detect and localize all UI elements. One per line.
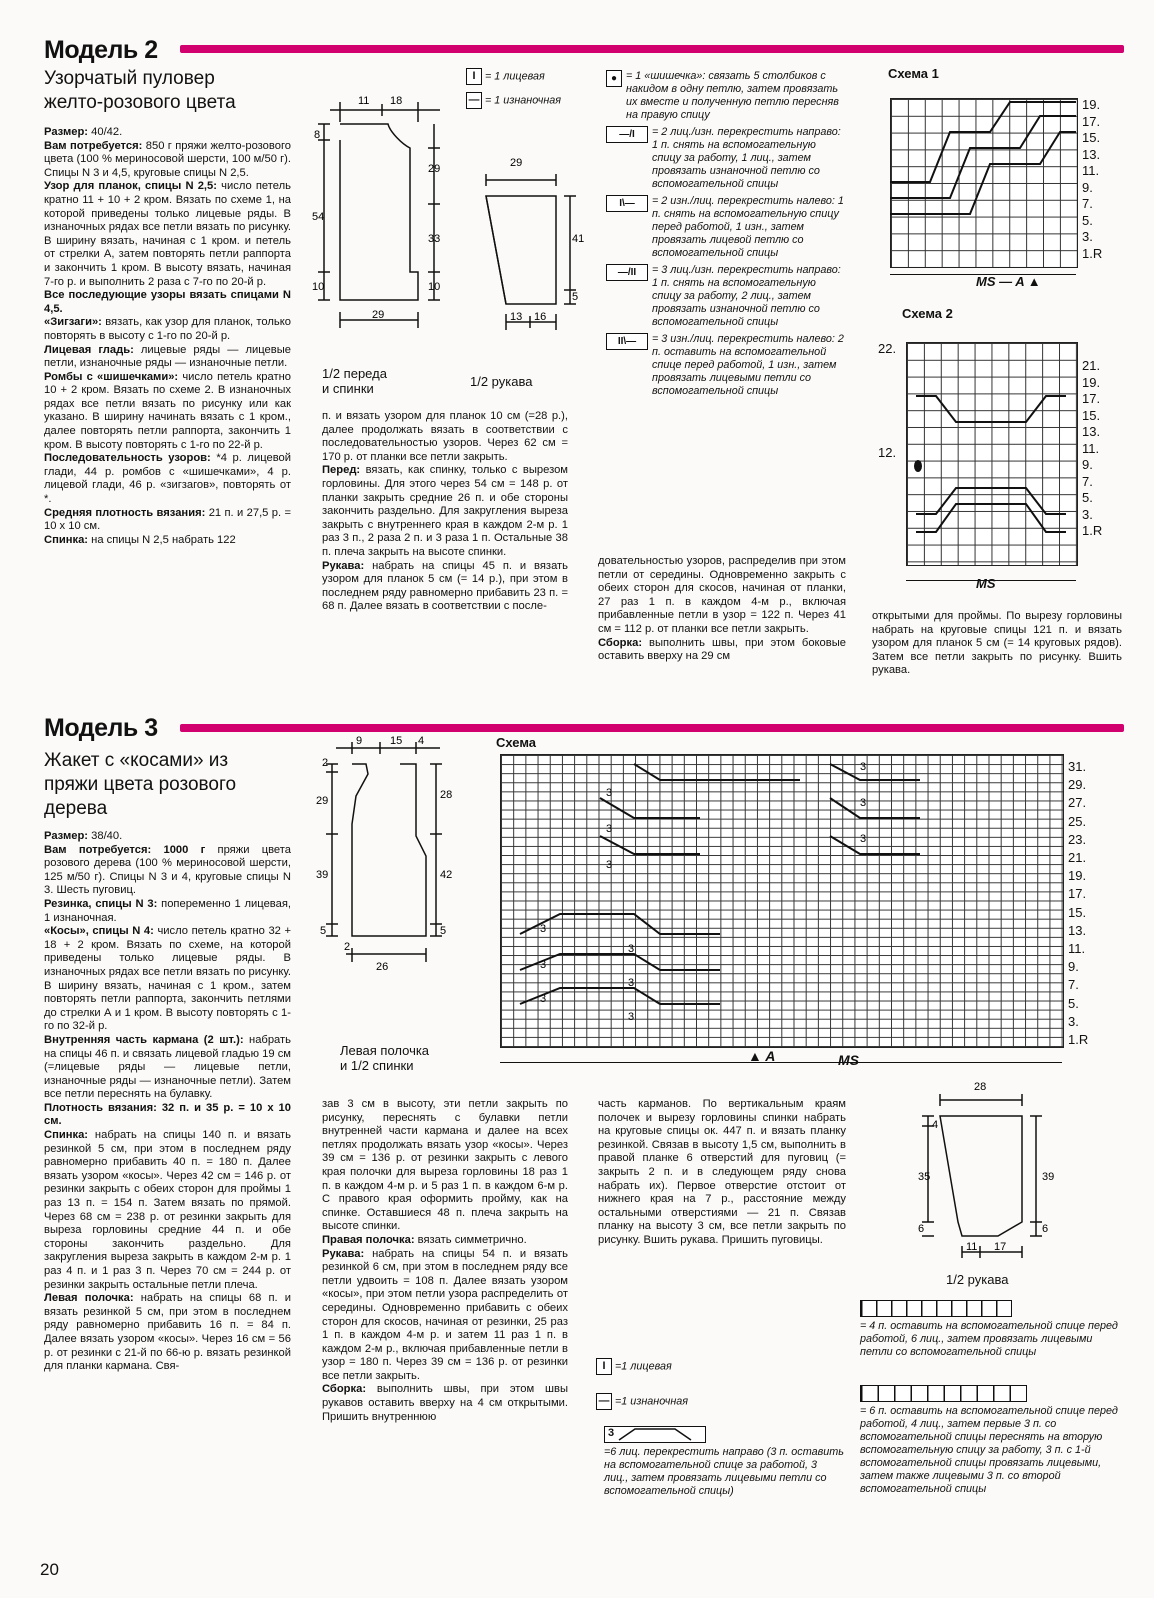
model3-sleeve-diagram (918, 1076, 1078, 1276)
dim-label: 10 (312, 281, 325, 293)
row-label: 25. (1068, 813, 1087, 829)
paragraph-body: 21 п. и 27,5 р. = 10 x 10 см. (44, 506, 291, 533)
paragraph-body: лицевые ряды — лицевые петли, изнаночные ряды — изнаночные петли. (44, 343, 291, 370)
paragraph (44, 1292, 291, 1374)
row-label: 17. (1082, 391, 1101, 406)
legend-text: = 1 изнаночная (485, 94, 562, 107)
dim-label: 4 (932, 1119, 939, 1131)
paragraph-heading: Спинка: (44, 533, 89, 546)
cross-symbol-icon: —/II (606, 264, 648, 281)
cable-3-label: 3 (606, 823, 613, 835)
paragraph-heading: Плотность вязания: 32 п. и 35 р. = 10 x 10 см. (44, 1101, 291, 1128)
paragraph-heading: Лицевая гладь: (44, 343, 134, 356)
row-label: 13. (1082, 146, 1101, 162)
row-label: 5. (1082, 212, 1093, 228)
dim-label: 2 (344, 941, 351, 953)
arrow-up-icon: ▲ (748, 1048, 762, 1064)
schema2-title: Схема 2 (902, 306, 953, 321)
paragraph (322, 410, 568, 464)
paragraph-body: число петель кратно 32 + 18 + 2 кром. Вязать по схеме, на которой приведены только лицевые ряды. В изнаночных рядах все петли вязать по рисунку. В ширину вязать, начиная с 1 кром., затем повторять петли раппорта, закончить петлями до стрелки А и 1 кром. В высоту повторять с 1-го по 32-й р. (44, 925, 292, 1033)
dim-label: 16 (534, 311, 547, 323)
dim-label: 2 (322, 757, 329, 769)
row-label: 19. (1082, 374, 1101, 390)
paragraph-heading: Рукава: (322, 559, 365, 572)
legend-entry (606, 333, 846, 398)
row-label: 15. (1082, 130, 1101, 145)
paragraph (44, 1034, 291, 1102)
cable-3-label: 3 (606, 787, 613, 799)
paragraph (44, 344, 291, 371)
model3-text-col1 (44, 830, 291, 1374)
dim-label: 41 (572, 233, 585, 245)
model2-rule (180, 45, 1124, 53)
paragraph (44, 844, 291, 898)
paragraph-heading: Узор для планок, спицы N 2,5: (44, 180, 217, 193)
paragraph (598, 555, 846, 637)
row-label: 3. (1082, 506, 1093, 522)
model3-schema-pattern (500, 754, 1062, 1046)
row-label: 17. (1082, 113, 1101, 129)
paragraph (44, 289, 291, 316)
paragraph (44, 1129, 291, 1292)
paragraph-heading: Внутренняя часть кармана (2 шт.): (44, 1033, 244, 1046)
cable-3-label: 3 (540, 993, 547, 1005)
row-label: 9. (1082, 457, 1093, 472)
paragraph-heading: Вам потребуется: (44, 139, 143, 152)
dim-label: 6 (1042, 1223, 1049, 1235)
dim-label: 5 (572, 291, 579, 303)
dim-label: 9 (356, 736, 363, 747)
legend-entry (606, 195, 846, 260)
model2-text-col4: открытыми для проймы. По вырезу горловины набрать на круговые спицы 121 п. и вязать узором для планок 5 см (= 14 круговых рядов). Затем все петли закрыть по рисунку. Вшить рукава. (872, 610, 1122, 677)
dim-label: 4 (418, 736, 425, 747)
model3-legend-cable-complex: = 6 п. оставить на вспомогательной спице перед работой, 4 лиц., затем первые 3 п. со вспомогательной спицы переснять на вторую вспомогательную спицу за работу, 3 п. с 1-й вспомогательной спицы провязать лицевыми, затем также лицевыми 3 п. со второй вспомогательной спицы (860, 1405, 1118, 1495)
row-label: 27. (1068, 795, 1087, 811)
model3-subtitle-1: Жакет с «косами» из (44, 750, 229, 771)
cable-3-label: 3 (628, 977, 635, 989)
dim-label: 29 (510, 157, 523, 169)
cross-symbol-icon: —/I (606, 126, 648, 143)
legend-entry (606, 70, 846, 122)
paragraph-body: зав 3 см в высоту, эти петли закрыть по рисунку, переснять с булавки петли внутренней части кармана и далее на всех петлях продолжать вязать узор «косы». Через 39 см = 136 р. от резинки закрыть с левого края полочки для выреза горловины 18 раз 1 п. в каждом 4-м р. и 5 раз 1 п. в каждом 6-м р. С правого края оформить пройму, как на спинке. Оставшиеся 48 п. плеча закрыть на высоте спинки. (322, 1098, 568, 1233)
row-label: 13. (1068, 922, 1087, 938)
dim-label: 39 (1042, 1171, 1055, 1183)
row-label: 23. (1068, 831, 1087, 847)
paragraph-body: пряжи цвета розового дерева (100 % мериносовой шерсти, 125 м/50 г). Спицы N 3 и 4, круговые спицы N 3. Шесть пуговиц. (44, 843, 291, 897)
dim-label: 26 (376, 961, 389, 973)
model3-ms-line (500, 1062, 1062, 1063)
legend-text: = 1 лицевая (485, 70, 545, 83)
dim-label: 15 (390, 736, 403, 747)
legend-text: = 1 «шишечка»: связать 5 столбиков с накидом в одну петлю, затем провязать их вместе и полученную петлю пересняв на правую спицу (626, 70, 839, 121)
paragraph-heading: Сборка: (598, 636, 643, 649)
row-label: 11. (1082, 163, 1100, 178)
schema2-row-labels (1082, 358, 1102, 540)
paragraph (44, 452, 291, 506)
row-label: 3. (1082, 229, 1093, 244)
cable-right-symbol-icon (604, 1426, 706, 1443)
paragraph-heading: Размер: (44, 830, 89, 842)
paragraph-heading: Резинка, спицы N 3: (44, 897, 158, 910)
row-label: 19. (1068, 868, 1087, 884)
legend-text: = 3 лиц./изн. перекрестить направо: 1 п. снять на вспомогательную спицу за работу, 2 лиц., затем провязать изнаночной петлю со вспомогательной спицы (652, 264, 841, 328)
dim-label: 42 (440, 869, 453, 881)
legend-text: = 2 изн./лиц. перекрестить налево: 1 п. снять на вспомогательную спицу перед работой, 1 изн., затем провязать лицевой петлю со вспомогательной спицы (652, 195, 844, 259)
model3-legend-cable: =6 лиц. перекрестить направо (3 п. оставить на вспомогательной спице за работой, 3 лиц., затем провязать лицевыми петли со вспомогательной спицы) (604, 1446, 844, 1497)
paragraph (44, 180, 291, 289)
model3-text-col3: часть карманов. По вертикальным краям полочек и вырезу горловины спинки набрать на круговые спицы ок. 447 п. и вязать планку резинкой. Связав в высоту 1,5 см, выполнить в правой планке 6 отверстий для пуговиц (= закрыть 2 п. и в следующем ряду снова набрать их). Первое отверстие отстоит от нижнего края на 7 р., расстояние между остальными отверстиями — 21 п. Связав планку на высоту 3 см, все петли закрыть по рисунку. Вшить рукава. Пришить пуговицы. (598, 1098, 846, 1246)
dim-label: 8 (314, 129, 321, 141)
dim-label: 13 (510, 311, 523, 323)
model3-subtitle-2: пряжи цвета розового (44, 774, 237, 795)
paragraph-body: выполнить швы, при этом боковые оставить вверху на 29 см (598, 636, 846, 663)
cable-3-label: 3 (608, 1427, 615, 1439)
row-label: 7. (1068, 977, 1079, 993)
model3-diagram1-caption-2: и 1/2 спинки (340, 1058, 414, 1073)
purl-symbol-icon: — (466, 92, 482, 109)
paragraph-heading: «Косы», спицы N 4: (44, 925, 154, 938)
legend-entry (606, 126, 846, 191)
cable-3-label: 3 (540, 923, 547, 935)
paragraph-heading: Ромбы с «шишечками»: (44, 370, 179, 383)
row-label: 5. (1068, 995, 1079, 1011)
row-label: 17. (1068, 886, 1087, 902)
row-label: 1.R (1068, 1032, 1089, 1048)
model2-diagram2-caption: 1/2 рукава (470, 374, 533, 389)
legend-text: =1 изнаночная (615, 1395, 689, 1408)
dim-label: 35 (918, 1171, 931, 1183)
paragraph-body: попеременно 1 лицевая, 1 изнаночная. (44, 897, 292, 924)
a-label: A (1015, 274, 1025, 289)
row-label: 7. (1082, 473, 1093, 489)
paragraph (44, 534, 291, 548)
row-label: 7. (1082, 196, 1093, 211)
dim-label: 28 (440, 789, 453, 801)
dim-label: 54 (312, 211, 325, 223)
paragraph (44, 507, 291, 534)
ms-label: MS (976, 274, 996, 289)
paragraph-body: 38/40. (88, 830, 123, 842)
paragraph-heading: Размер: (44, 126, 89, 138)
cable-3-label: 3 (606, 859, 613, 871)
paragraph (44, 830, 291, 844)
paragraph-body: вязать симметрично. (414, 1233, 527, 1246)
model2-legend-purl (466, 92, 561, 109)
paragraph (44, 925, 291, 1034)
row-label: 1.R (1082, 245, 1103, 261)
row-label: 15. (1068, 904, 1087, 920)
paragraph (322, 560, 568, 614)
paragraph (44, 1102, 291, 1129)
schema1-pattern (890, 98, 1076, 266)
row-label: 21. (1068, 850, 1087, 866)
paragraph-heading: Рукава: (322, 1247, 365, 1260)
arrow-up-icon: ▲ (1027, 274, 1041, 289)
row-label: 9. (1068, 959, 1079, 975)
paragraph-heading: Средняя плотность вязания: (44, 506, 206, 519)
paragraph (322, 1383, 568, 1424)
paragraph-body: довательностью узоров, распределив при этом петли от середины. Одновременно закрыть с обеих сторон для скосов, начиная от планки, 27 раз 1 п. в каждом 4-м р., включая прибавленные петли в узор = 122 п. Через 41 см = 112 р. от планки все петли закрыть. (598, 555, 846, 635)
dim-label: 18 (390, 95, 403, 107)
paragraph-heading: Все последующие узоры вязать спицами N 4,5. (44, 289, 291, 315)
bobble-icon (914, 460, 922, 472)
paragraph (322, 1248, 568, 1384)
page-number: 20 (40, 1560, 59, 1579)
dim-label: 10 (428, 281, 441, 293)
paragraph-heading: Правая полочка: (322, 1233, 415, 1246)
model3-diagram1-caption-1: Левая полочка (340, 1043, 430, 1058)
model2-subtitle-2: желто-розового цвета (44, 92, 236, 113)
model3-schema-title: Схема (496, 735, 537, 750)
paragraph-heading: Последовательность узоров: (44, 452, 211, 465)
row-label: 19. (1082, 97, 1101, 112)
schema1-title: Схема 1 (888, 66, 939, 81)
paragraph-body: 40/42. (88, 126, 123, 138)
dim-label: 29 (316, 795, 329, 807)
cable-3-label: 3 (628, 943, 635, 955)
paragraph-body: число петель кратно 11 + 10 + 2 кром. Вязать по схеме 1, на которой приведены только лицевые ряды. В изнаночных рядах все петли вязать по рисунку. В ширину вязать, начиная с 1 кром. и петель от стрелки А, затем повторять петли раппорта и закончить 1 кром. В высоту вязать, начиная 7-го р. и выполнить 2 раза с 7-го по 20-й р. (44, 180, 291, 288)
paragraph-body: выполнить швы, при этом швы рукавов оставить вверху на 4 см открытыми. Пришить внутреннюю (322, 1383, 568, 1423)
row-label: 9. (1082, 179, 1093, 195)
paragraph-heading: «Зигзаги»: (44, 316, 102, 329)
paragraph-body: число петель кратно 10 + 2 кром. Вязать по схеме 2. В изнаночных рядах все петли вязать по рисунку или как указано. В ширину начинать вязать с 1 кром., далее повторять петли раппорта, закончить 1 кром. В высоту повторять с 1-го по 22-й р. (44, 370, 291, 451)
schema2-row-22: 22. (878, 341, 897, 356)
dim-label: 29 (428, 163, 441, 175)
row-label: 21. (1082, 358, 1101, 373)
legend-entry (606, 264, 846, 329)
model2-subtitle-1: Узорчатый пуловер (44, 68, 215, 89)
purl-symbol-icon: — (596, 1393, 612, 1410)
paragraph (322, 1098, 568, 1234)
cable-3-label: 3 (628, 1011, 635, 1023)
cable-3-label: 3 (860, 761, 867, 773)
dim-label: 17 (994, 1241, 1007, 1253)
paragraph-body: набрать на спицы 54 п. и вязать резинкой 6 см, при этом в последнем ряду все петли удвоить = 108 п. Далее вязать узором «косы», при этом петли узора распределить от середины. Одновременно прибавить с обеих сторон для скосов, начиная от резинки, 25 раз 1 п. в каждом 4-м р. и затем 11 раз 1 п. в каждом 2-м р., включая прибавленные петли в узор = 180 п. Через 39 см = 136 р. от резинки все петли закрыть. (322, 1247, 568, 1382)
model3-text-col2 (322, 1098, 568, 1424)
model3-legend-knit (596, 1358, 672, 1375)
model3-title: Модель 3 (44, 714, 158, 742)
paragraph (44, 316, 291, 343)
schema1-ms-label: MS — A ▲ (976, 274, 1041, 289)
model2-text-col2 (322, 410, 568, 614)
schema1-row-labels (1082, 97, 1102, 262)
dim-label: 28 (974, 1081, 987, 1093)
row-label: 1.R (1082, 523, 1103, 538)
paragraph (44, 371, 291, 453)
dim-label: 5 (320, 925, 327, 937)
row-label: 11. (1068, 941, 1086, 957)
dim-label: 5 (440, 925, 447, 937)
model3-legend-cable-left: = 4 п. оставить на вспомогательной спице перед работой, 6 лиц., затем провязать лицевыми петли со вспомогательной спицы (860, 1320, 1118, 1358)
paragraph-body: набрать на спицы 68 п. и вязать резинкой 5 см, при этом в последнем ряду равномерно прибавить 16 п. = 84 п. Далее вязать узором «косы». Через 16 см = 56 р. от резинки с 21-й по 66-ю р. вязать резинкой для планки кармана. Свя- (44, 1292, 292, 1373)
cable-left-10-symbol-icon (860, 1300, 1012, 1317)
paragraph-body: набрать на спицы 45 п. и вязать узором для планок 5 см (= 14 р.), при этом в последнем ряду равномерно прибавить 23 п. = 68 п. Далее вязать в соответствии с после- (322, 559, 568, 613)
paragraph-body: набрать на спицы 46 п. и связать лицевой гладью 19 см (=лицевые ряды — лицевые петли, изнаночные ряды — изнаночные петли). Затем все петли переснять на булавку. (44, 1033, 291, 1101)
row-label: 31. (1068, 759, 1087, 774)
dim-label: 11 (358, 95, 370, 107)
legend-text: = 3 изн./лиц. перекрестить налево: 2 п. оставить на вспомогательной спице перед работой, 1 изн., затем провязать лицевыми петли со вспомогательной спицы (652, 333, 844, 397)
paragraph-body: вязать, как спинку, только с вырезом горловины. Для этого через 54 см = 148 р. от планки закрыть средние 26 п. и обе стороны закончить раздельно. Для закругления выреза закрыть с внутреннего края в каждом 2-м р. 1 раз 3 п., 2 раза 2 п. и 3 раза 1 п. Остальные 38 п. плеча закрыть на высоте спинки. (322, 464, 568, 558)
paragraph (44, 898, 291, 925)
paragraph-body: вязать, как узор для планок, только повторять в высоту с 1-го по 20-й р. (44, 316, 291, 342)
dim-label: 39 (316, 869, 329, 881)
cable-3-label: 3 (860, 833, 867, 845)
model3-subtitle-3: дерева (44, 798, 108, 819)
cable-3-label: 3 (860, 797, 867, 809)
paragraph (44, 126, 291, 140)
model3-diagram2-caption: 1/2 рукава (946, 1272, 1009, 1287)
model3-front-diagram (316, 736, 466, 976)
model2-diagram1-caption-2: и спинки (322, 381, 374, 396)
row-label: 5. (1082, 490, 1093, 505)
paragraph-heading: Вам потребуется: 1000 г (44, 843, 206, 856)
model2-legend-knit (466, 68, 545, 85)
dim-label: 11 (966, 1241, 978, 1253)
schema2-pattern (906, 342, 1076, 564)
row-label: 3. (1068, 1013, 1079, 1029)
cable-3-label: 3 (540, 959, 547, 971)
paragraph-body: п. и вязать узором для планок 10 см (=28 р.), далее продолжать вязать в соответствии с последовательностью узоров. Через 62 см = 170 р. от планки все петли закрыть. (322, 410, 568, 463)
model3-ms-label: MS (838, 1052, 859, 1068)
model3-arrow-a (748, 1048, 775, 1064)
model3-schema-row-labels (1068, 758, 1088, 1049)
schema2-row-12: 12. (878, 445, 897, 460)
paragraph (322, 464, 568, 559)
knit-symbol-icon: I (466, 68, 482, 85)
row-label: 15. (1082, 407, 1101, 423)
cross-symbol-icon: I\— (606, 195, 648, 212)
model2-diagram1-caption-1: 1/2 переда (322, 366, 387, 381)
paragraph-heading: Спинка: (44, 1129, 89, 1142)
row-label: 13. (1082, 424, 1101, 439)
model2-legend-symbols (606, 70, 846, 402)
model2-title: Модель 2 (44, 36, 158, 64)
knit-symbol-icon: I (596, 1358, 612, 1375)
cross-symbol-icon: II\— (606, 333, 648, 350)
row-label: 11. (1082, 440, 1100, 456)
cross-symbol-icon: ● (606, 70, 622, 87)
paragraph (322, 1234, 568, 1248)
model3-rule (180, 724, 1124, 732)
dim-label: 33 (428, 233, 441, 245)
model2-text-col1 (44, 126, 291, 547)
model3-legend-purl (596, 1393, 688, 1410)
paragraph (44, 140, 291, 181)
paragraph-body: набрать на спицы 140 п. и вязать резинкой 5 см, при этом в последнем ряду равномерно прибавить 40 п. = 180 п. Далее вязать узором «косы». Через 42 см = 146 р. от резинки закрыть с обеих сторон для проймы 1 раз 13 п. = 154 п. Затем вязать по прямой. Через 68 см = 238 р. от резинки закрыть для выреза горловины средние 44 п. и обе стороны закончить раздельно. Для закругления выреза закрыть в каждом 2-м р. 1 раз 4 п. и 1 раз 3 п. Через 70 см = 244 р. от резинки закрыть остальные петли плеча. (44, 1129, 291, 1291)
model2-front-back-diagram (310, 92, 460, 352)
paragraph (598, 637, 846, 664)
legend-text: = 2 лиц./изн. перекрестить направо: 1 п. снять на вспомогательную спицу за работу, 1 лиц., затем провязать изнаночной петлю со вспомогательной спицы (652, 126, 841, 190)
paragraph-heading: Левая полочка: (44, 1292, 134, 1305)
paragraph-body: 850 г пряжи желто-розового цвета (100 % мериносовой шерсти, 100 м/50 г). Спицы N 3 и 4,5, круговые спицы N 2,5. (44, 139, 291, 179)
model2-sleeve-diagram (476, 150, 606, 350)
row-label: 29. (1068, 777, 1087, 793)
paragraph-heading: Перед: (322, 464, 361, 477)
legend-text: =1 лицевая (615, 1360, 672, 1373)
paragraph-body: *4 р. лицевой глади, 44 р. ромбов с «шишечками», 4 р. лицевой глади, 46 р. «зигзагов», повторять от *. (44, 452, 291, 506)
a-label: A (765, 1048, 776, 1064)
schema2-ms-label: MS (976, 576, 996, 591)
model2-text-col3 (598, 555, 846, 664)
dim-label: 29 (372, 309, 385, 321)
cable-left-16-symbol-icon (860, 1385, 1027, 1402)
paragraph-heading: Сборка: (322, 1383, 367, 1396)
dim-label: 6 (918, 1223, 925, 1235)
paragraph-body: на спицы N 2,5 набрать 122 (88, 533, 236, 546)
